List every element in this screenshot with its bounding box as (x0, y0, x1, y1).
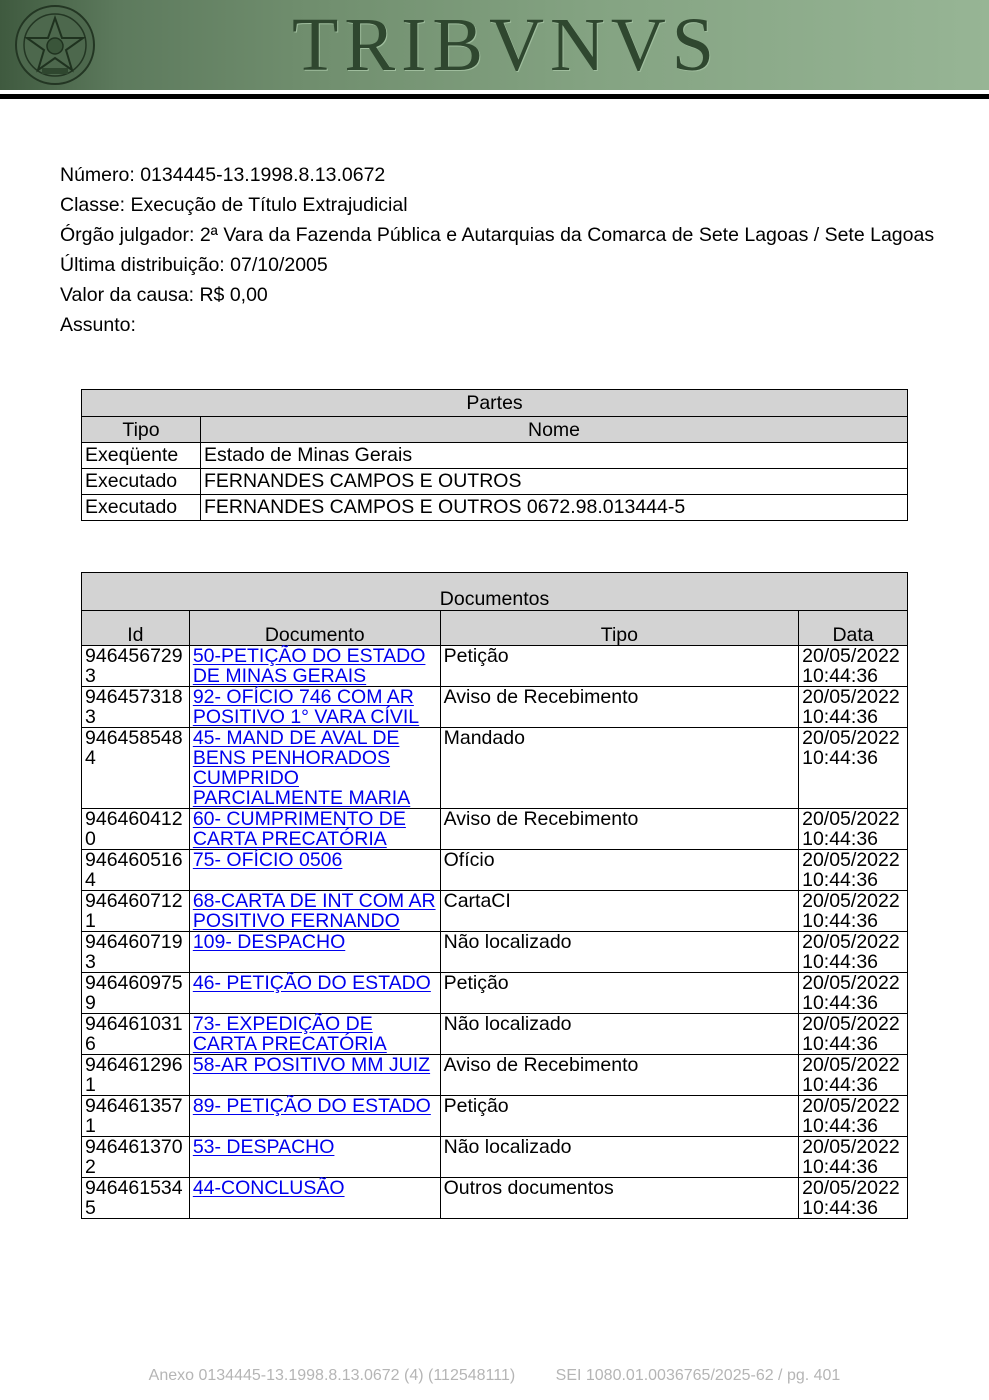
document-type: Ofício (440, 850, 799, 891)
document-type: Não localizado (440, 1014, 799, 1055)
documents-caption: Documentos (82, 573, 908, 611)
document-date: 20/05/2022 10:44:36 (799, 646, 908, 687)
footer-attachment: Anexo 0134445-13.1998.8.13.0672 (4) (112548111) (148, 1367, 516, 1384)
document-id: 9464607121 (82, 891, 190, 932)
page-footer (0, 1367, 989, 1385)
document-link[interactable]: 73- EXPEDIÇÃO DE CARTA PRECATÓRIA (192, 1013, 387, 1055)
party-type: Executado (82, 495, 201, 521)
document-type: Aviso de Recebimento (440, 1055, 799, 1096)
party-name: FERNANDES CAMPOS E OUTROS 0672.98.013444-5 (201, 495, 908, 521)
document-type: Não localizado (440, 932, 799, 973)
table-row (82, 850, 908, 891)
documents-header-id: Id (82, 611, 190, 646)
table-row (82, 469, 908, 495)
document-link[interactable]: 60- CUMPRIMENTO DE CARTA PRECATÓRIA (192, 808, 406, 850)
table-row (82, 728, 908, 809)
document-id: 9464585484 (82, 728, 190, 809)
table-row (82, 687, 908, 728)
table-row (82, 809, 908, 850)
document-link[interactable]: 75- OFÍCIO 0506 (192, 849, 343, 871)
process-subject: Assunto: (60, 314, 136, 336)
document-id: 9464609759 (82, 973, 190, 1014)
document-type: Não localizado (440, 1137, 799, 1178)
table-row (82, 1055, 908, 1096)
document-link[interactable]: 92- OFÍCIO 746 COM AR POSITIVO 1° VARA CÍVIL (192, 686, 420, 728)
document-date: 20/05/2022 10:44:36 (799, 850, 908, 891)
document-date: 20/05/2022 10:44:36 (799, 1178, 908, 1219)
parties-caption: Partes (82, 390, 908, 417)
table-row (82, 1137, 908, 1178)
document-link[interactable]: 50-PETIÇÃO DO ESTADO DE MINAS GERAIS (192, 645, 426, 687)
process-distribution: Última distribuição: 07/10/2005 (60, 254, 328, 276)
table-row (82, 1096, 908, 1137)
document-id: 9464605164 (82, 850, 190, 891)
table-row (82, 495, 908, 521)
document-type: CartaCI (440, 891, 799, 932)
process-value: Valor da causa: R$ 0,00 (60, 284, 268, 306)
header-rule (0, 94, 989, 99)
table-row (82, 973, 908, 1014)
state-seal-icon (12, 4, 98, 86)
table-row (82, 1014, 908, 1055)
document-date: 20/05/2022 10:44:36 (799, 973, 908, 1014)
party-name: FERNANDES CAMPOS E OUTROS (201, 469, 908, 495)
documents-table (81, 572, 908, 1219)
document-id: 9464573183 (82, 687, 190, 728)
document-date: 20/05/2022 10:44:36 (799, 891, 908, 932)
document-date: 20/05/2022 10:44:36 (799, 1096, 908, 1137)
document-link[interactable]: 89- PETIÇÃO DO ESTADO (192, 1095, 431, 1117)
party-type: Executado (82, 469, 201, 495)
process-court: Órgão julgador: 2ª Vara da Fazenda Pública e Autarquias da Comarca de Sete Lagoas / Sete Lagoas (60, 224, 935, 246)
document-date: 20/05/2022 10:44:36 (799, 1055, 908, 1096)
document-date: 20/05/2022 10:44:36 (799, 809, 908, 850)
table-row (82, 646, 908, 687)
table-row (82, 891, 908, 932)
document-date: 20/05/2022 10:44:36 (799, 1137, 908, 1178)
document-type: Petição (440, 1096, 799, 1137)
document-id: 9464607193 (82, 932, 190, 973)
document-date: 20/05/2022 10:44:36 (799, 1014, 908, 1055)
table-row (82, 932, 908, 973)
document-id: 9464567293 (82, 646, 190, 687)
documents-header-document: Documento (189, 611, 440, 646)
brand-wordmark: TRIBVNVS (292, 3, 721, 87)
document-date: 20/05/2022 10:44:36 (799, 932, 908, 973)
document-link[interactable]: 53- DESPACHO (192, 1136, 335, 1158)
document-id: 9464613702 (82, 1137, 190, 1178)
documents-header-type: Tipo (440, 611, 799, 646)
table-row (82, 443, 908, 469)
document-type: Outros documentos (440, 1178, 799, 1219)
document-date: 20/05/2022 10:44:36 (799, 687, 908, 728)
document-date: 20/05/2022 10:44:36 (799, 728, 908, 809)
document-link[interactable]: 58-AR POSITIVO MM JUIZ (192, 1054, 431, 1076)
documents-header-date: Data (799, 611, 908, 646)
document-id: 9464610316 (82, 1014, 190, 1055)
document-id: 9464613571 (82, 1096, 190, 1137)
document-type: Aviso de Recebimento (440, 809, 799, 850)
party-type: Exeqüente (82, 443, 201, 469)
party-name: Estado de Minas Gerais (201, 443, 908, 469)
document-id: 9464604120 (82, 809, 190, 850)
document-link[interactable]: 45- MAND DE AVAL DE BENS PENHORADOS CUMPRIDO PARCIALMENTE MARIA (192, 727, 411, 809)
parties-table (81, 389, 908, 521)
table-row (82, 1178, 908, 1219)
document-type: Petição (440, 973, 799, 1014)
process-number: Número: 0134445-13.1998.8.13.0672 (60, 164, 386, 186)
document-link[interactable]: 68-CARTA DE INT COM AR POSITIVO FERNANDO (192, 890, 436, 932)
process-class: Classe: Execução de Título Extrajudicial (60, 194, 408, 216)
document-id: 9464612961 (82, 1055, 190, 1096)
header-banner (0, 0, 989, 90)
document-link[interactable]: 109- DESPACHO (192, 931, 346, 953)
document-link[interactable]: 46- PETIÇÃO DO ESTADO (192, 972, 431, 994)
document-link[interactable]: 44-CONCLUSÃO (192, 1177, 345, 1199)
document-type: Aviso de Recebimento (440, 687, 799, 728)
parties-header-name: Nome (201, 417, 908, 443)
document-id: 9464615345 (82, 1178, 190, 1219)
footer-sei-reference: SEI 1080.01.0036765/2025-62 / pg. 401 (555, 1367, 841, 1384)
document-type: Mandado (440, 728, 799, 809)
process-metadata (60, 160, 940, 340)
parties-header-type: Tipo (82, 417, 201, 443)
document-type: Petição (440, 646, 799, 687)
